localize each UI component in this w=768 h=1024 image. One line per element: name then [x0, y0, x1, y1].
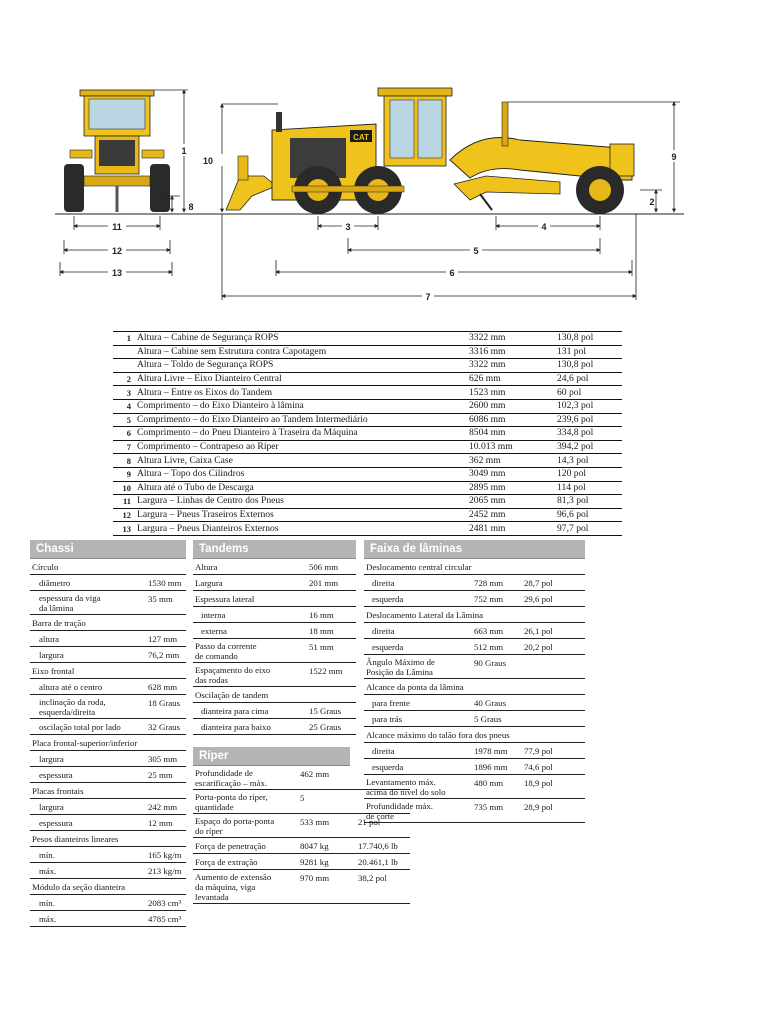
riper-value: 8047 kg [300, 841, 329, 851]
faixa-label: Profundidade máx. de corte [366, 801, 433, 821]
riper-label: Espaço do porta-ponta do ríper [195, 816, 275, 836]
dimension-pol: 24,6 pol [557, 372, 622, 386]
faixa-row [364, 575, 585, 591]
faixa-label: para trás [372, 714, 403, 724]
dimension-number: 6 [113, 427, 137, 441]
chassi-label: altura [39, 634, 60, 644]
dimension-desc: Comprimento – do Eixo Dianteiro ao Tandem Intermediário [137, 413, 469, 427]
chassi-label: máx. [39, 914, 57, 924]
faixa-value-imperial: 28,7 pol [524, 578, 553, 588]
faixa-value-imperial: 29,6 pol [524, 594, 553, 604]
dim-label-12: 12 [111, 246, 123, 256]
tandems-label: Altura [195, 562, 218, 572]
dimension-row [113, 454, 622, 468]
tandems-row [193, 559, 356, 575]
riper-value: 5 [300, 793, 305, 803]
dimension-desc: Altura – Cabine de Segurança ROPS [137, 332, 469, 346]
tandems-value: 1522 mm [309, 666, 343, 676]
dimension-number: 12 [113, 508, 137, 522]
dimension-pol: 130,8 pol [557, 359, 622, 373]
faixa-value: 728 mm [474, 578, 504, 588]
chassi-row [30, 559, 186, 575]
riper-value-imperial: 20.461,1 lb [358, 857, 398, 867]
riper-row [193, 838, 410, 854]
chassi-row [30, 631, 186, 647]
tandems-label: dianteira para cima [201, 706, 269, 716]
dimension-pol: 131 pol [557, 345, 622, 359]
dimension-pol: 81,3 pol [557, 495, 622, 509]
dimension-row [113, 386, 622, 400]
tandems-value: 16 mm [309, 610, 334, 620]
faixa-value: 512 mm [474, 642, 504, 652]
side-view-machine [226, 88, 634, 214]
dimension-mm: 2481 mm [469, 522, 557, 536]
tandems-label: interna [201, 610, 226, 620]
chassi-label: máx. [39, 866, 57, 876]
dimension-number: 9 [113, 467, 137, 481]
riper-value-imperial: 38,2 pol [358, 873, 387, 883]
faixa-row [364, 623, 585, 639]
dimension-mm: 8504 mm [469, 427, 557, 441]
chassi-row [30, 591, 186, 615]
dim-label-11: 11 [112, 222, 122, 232]
chassi-value: 628 mm [148, 682, 178, 692]
chassi-value: 35 mm [148, 594, 173, 604]
chassi-label: largura [39, 650, 64, 660]
dimension-number [113, 359, 137, 373]
chassi-value: 213 kg/m [148, 866, 182, 876]
dimension-row [113, 345, 622, 359]
chassi-label: Placa frontal-superior/inferior [32, 738, 138, 748]
tandems-row [193, 703, 356, 719]
dimension-mm: 3049 mm [469, 467, 557, 481]
chassi-label: espessura da viga da lâmina [39, 593, 101, 613]
faixa-header: Faixa de lâminas [364, 540, 585, 559]
chassi-row [30, 751, 186, 767]
tandems-row [193, 575, 356, 591]
chassi-value: 242 mm [148, 802, 178, 812]
faixa-label: Deslocamento central circular [366, 562, 472, 572]
faixa-label: Alcance máximo do talão fora dos pneus [366, 730, 510, 740]
faixa-value: 5 Graus [474, 714, 502, 724]
chassi-row [30, 647, 186, 663]
riper-row [193, 870, 410, 904]
chassi-row [30, 831, 186, 847]
faixa-label: Alcance da ponta da lâmina [366, 682, 464, 692]
chassi-row [30, 815, 186, 831]
dimension-number [113, 345, 137, 359]
faixa-label: direita [372, 626, 395, 636]
dimension-desc: Altura – Entre os Eixos do Tandem [137, 386, 469, 400]
dimension-mm: 6086 mm [469, 413, 557, 427]
tandems-row [193, 591, 356, 607]
dimension-number: 4 [113, 399, 137, 413]
tandems-row [193, 639, 356, 663]
dimension-mm: 3322 mm [469, 359, 557, 373]
tandems-value: 18 mm [309, 626, 334, 636]
dimension-number: 10 [113, 481, 137, 495]
faixa-row [364, 799, 585, 823]
tandems-header: Tandems [193, 540, 356, 559]
dimension-mm: 2895 mm [469, 481, 557, 495]
dimension-row [113, 372, 622, 386]
dimension-row [113, 332, 622, 346]
faixa-row [364, 607, 585, 623]
tandems-label: Largura [195, 578, 223, 588]
dimension-mm: 626 mm [469, 372, 557, 386]
chassi-label: inclinação da roda, esquerda/direita [39, 697, 106, 717]
dimension-row [113, 522, 622, 536]
tandems-label: Oscilação de tandem [195, 690, 269, 700]
faixa-value-imperial: 77,9 pol [524, 746, 553, 756]
chassi-row [30, 799, 186, 815]
chassi-section [30, 540, 186, 927]
faixa-label: para frente [372, 698, 410, 708]
chassi-row [30, 735, 186, 751]
cat-logo: CAT [353, 133, 369, 142]
dimension-mm: 2065 mm [469, 495, 557, 509]
dimension-row [113, 467, 622, 481]
dimension-row [113, 440, 622, 454]
dimension-row [113, 495, 622, 509]
chassi-row [30, 847, 186, 863]
riper-row [193, 854, 410, 870]
tandems-label: externa [201, 626, 227, 636]
dimension-row [113, 359, 622, 373]
riper-value: 533 mm [300, 817, 330, 827]
chassi-row [30, 695, 186, 719]
dimension-row [113, 481, 622, 495]
riper-label: Força de penetração [195, 841, 266, 851]
faixa-row [364, 655, 585, 679]
faixa-value-imperial: 18,9 pol [524, 778, 553, 788]
tandems-section [193, 540, 356, 735]
faixa-value: 735 mm [474, 802, 504, 812]
dimension-number: 1 [113, 332, 137, 346]
tandems-value: 15 Graus [309, 706, 342, 716]
faixa-label: Deslocamento Lateral da Lâmina [366, 610, 483, 620]
dim-label-13: 13 [111, 268, 123, 278]
chassi-value: 4785 cm³ [148, 914, 182, 924]
dimension-pol: 97,7 pol [557, 522, 622, 536]
tandems-label: Espaçamento do eixo das rodas [195, 665, 271, 685]
dimension-pol: 60 pol [557, 386, 622, 400]
dim-label-7: 7 [425, 292, 431, 302]
chassi-value: 165 kg/m [148, 850, 182, 860]
chassi-label: largura [39, 802, 64, 812]
dimension-number: 3 [113, 386, 137, 400]
dimension-pol: 394,2 pol [557, 440, 622, 454]
riper-label: Porta-ponta do ríper, quantidade [195, 792, 268, 812]
riper-label: Aumento de extensão da máquina, viga levantada [195, 872, 272, 902]
tandems-row [193, 719, 356, 735]
tandems-value: 51 mm [309, 642, 334, 652]
motor-grader-dimension-drawing [0, 0, 768, 320]
faixa-value: 480 mm [474, 778, 504, 788]
faixa-label: Ângulo Máximo de Posição da Lâmina [366, 657, 435, 677]
faixa-label: Levantamento máx. acima do nível do solo [366, 777, 446, 797]
tandems-row [193, 663, 356, 687]
chassi-row [30, 911, 186, 927]
chassi-value: 32 Graus [148, 722, 181, 732]
chassi-label: oscilação total por lado [39, 722, 121, 732]
dimension-desc: Altura Livre, Caixa Case [137, 454, 469, 468]
dim-label-4: 4 [541, 222, 547, 232]
dimension-row [113, 427, 622, 441]
faixa-label: esquerda [372, 762, 404, 772]
faixa-row [364, 743, 585, 759]
tandems-value: 201 mm [309, 578, 339, 588]
tandems-row [193, 623, 356, 639]
tandems-row [193, 607, 356, 623]
chassi-label: Círculo [32, 562, 59, 572]
tandems-label: Passo da corrente de comando [195, 641, 257, 661]
dimension-mm: 2600 mm [469, 399, 557, 413]
dimension-pol: 114 pol [557, 481, 622, 495]
dimension-mm: 10.013 mm [469, 440, 557, 454]
dimension-pol: 14,3 pol [557, 454, 622, 468]
front-view-machine [64, 90, 170, 212]
chassi-label: Barra de tração [32, 618, 86, 628]
faixa-value-imperial: 28,9 pol [524, 802, 553, 812]
dimension-desc: Comprimento – do Pneu Dianteiro à Traseira da Máquina [137, 427, 469, 441]
dim-label-5: 5 [473, 246, 479, 256]
chassi-value: 127 mm [148, 634, 178, 644]
dim-label-8: 8 [188, 202, 194, 212]
dimension-mm: 1523 mm [469, 386, 557, 400]
faixa-value: 1896 mm [474, 762, 508, 772]
dimension-number: 5 [113, 413, 137, 427]
faixa-label: esquerda [372, 594, 404, 604]
riper-header: Ríper [193, 747, 350, 766]
faixa-value: 752 mm [474, 594, 504, 604]
chassi-label: diâmetro [39, 578, 71, 588]
chassi-label: espessura [39, 818, 73, 828]
faixa-row [364, 679, 585, 695]
chassi-row [30, 863, 186, 879]
dimension-pol: 120 pol [557, 467, 622, 481]
dimension-pol: 239,6 pol [557, 413, 622, 427]
chassi-value: 2083 cm³ [148, 898, 182, 908]
dimension-pol: 334,8 pol [557, 427, 622, 441]
dimension-mm: 3316 mm [469, 345, 557, 359]
dimensions-table [113, 331, 622, 536]
tandems-value: 25 Graus [309, 722, 342, 732]
faixa-value-imperial: 20,2 pol [524, 642, 553, 652]
faixa-row [364, 727, 585, 743]
dimension-desc: Largura – Pneus Traseiros Externos [137, 508, 469, 522]
chassi-row [30, 895, 186, 911]
chassi-label: Placas frontais [32, 786, 84, 796]
chassi-row [30, 663, 186, 679]
chassi-row [30, 783, 186, 799]
faixa-row [364, 759, 585, 775]
dimension-desc: Comprimento – do Eixo Dianteiro à lâmina [137, 399, 469, 413]
dimension-mm: 2452 mm [469, 508, 557, 522]
faixa-row [364, 695, 585, 711]
faixa-row [364, 591, 585, 607]
dimension-desc: Altura Livre – Eixo Dianteiro Central [137, 372, 469, 386]
dimension-number: 7 [113, 440, 137, 454]
faixa-label: esquerda [372, 642, 404, 652]
faixa-row [364, 711, 585, 727]
dimension-desc: Comprimento – Contrapeso ao Ríper [137, 440, 469, 454]
dim-label-9: 9 [671, 152, 677, 162]
tandems-label: dianteira para baixo [201, 722, 271, 732]
chassi-label: largura [39, 754, 64, 764]
chassi-row [30, 615, 186, 631]
tandems-value: 506 mm [309, 562, 339, 572]
dimension-number: 13 [113, 522, 137, 536]
dim-label-1: 1 [181, 146, 187, 156]
chassi-row [30, 719, 186, 735]
faixa-value-imperial: 74,6 pol [524, 762, 553, 772]
dimension-number: 8 [113, 454, 137, 468]
riper-value: 970 mm [300, 873, 330, 883]
dimension-desc: Altura – Cabine sem Estrutura contra Capotagem [137, 345, 469, 359]
chassi-label: mín. [39, 898, 55, 908]
dim-label-10: 10 [202, 156, 214, 166]
riper-value-imperial: 17.740,6 lb [358, 841, 398, 851]
chassi-label: Módulo da seção dianteira [32, 882, 126, 892]
chassi-value: 25 mm [148, 770, 173, 780]
chassi-row [30, 879, 186, 895]
chassi-header: Chassi [30, 540, 186, 559]
dimension-row [113, 413, 622, 427]
faixa-value: 663 mm [474, 626, 504, 636]
dimension-desc: Largura – Pneus Dianteiros Externos [137, 522, 469, 536]
faixa-de-laminas-section [364, 540, 585, 823]
faixa-row [364, 775, 585, 799]
dimension-desc: Largura – Linhas de Centro dos Pneus [137, 495, 469, 509]
riper-label: Profundidade de escarificação – máx. [195, 768, 268, 788]
chassi-label: espessura [39, 770, 73, 780]
chassi-row [30, 575, 186, 591]
riper-value: 462 mm [300, 769, 330, 779]
chassi-value: 18 Graus [148, 698, 181, 708]
dimension-pol: 102,3 pol [557, 399, 622, 413]
dimension-pol: 130,8 pol [557, 332, 622, 346]
dimension-pol: 96,6 pol [557, 508, 622, 522]
chassi-label: mín. [39, 850, 55, 860]
chassi-value: 76,2 mm [148, 650, 180, 660]
chassi-value: 1530 mm [148, 578, 182, 588]
dim-label-3: 3 [345, 222, 351, 232]
dimension-number: 2 [113, 372, 137, 386]
chassi-row [30, 767, 186, 783]
faixa-value: 1978 mm [474, 746, 508, 756]
faixa-label: direita [372, 746, 395, 756]
faixa-row [364, 559, 585, 575]
chassi-label: altura até o centro [39, 682, 103, 692]
chassi-value: 12 mm [148, 818, 173, 828]
tandems-row [193, 687, 356, 703]
faixa-value: 40 Graus [474, 698, 507, 708]
chassi-row [30, 679, 186, 695]
faixa-value: 90 Graus [474, 658, 507, 668]
chassi-value: 305 mm [148, 754, 178, 764]
dimension-desc: Altura – Toldo de Segurança ROPS [137, 359, 469, 373]
dimension-number: 11 [113, 495, 137, 509]
dimension-mm: 362 mm [469, 454, 557, 468]
dimension-row [113, 508, 622, 522]
dimension-desc: Altura até o Tubo de Descarga [137, 481, 469, 495]
dim-label-2: 2 [649, 197, 655, 207]
dim-label-6: 6 [449, 268, 455, 278]
dimension-desc: Altura – Topo dos Cilindros [137, 467, 469, 481]
dimension-row [113, 399, 622, 413]
riper-label: Força de extração [195, 857, 258, 867]
faixa-value-imperial: 26,1 pol [524, 626, 553, 636]
chassi-label: Eixo frontal [32, 666, 75, 676]
chassi-label: Pesos dianteiros lineares [32, 834, 119, 844]
tandems-label: Espessura lateral [195, 594, 255, 604]
faixa-label: direita [372, 578, 395, 588]
riper-value-imperial: 21 pol [358, 817, 381, 827]
faixa-row [364, 639, 585, 655]
dimension-mm: 3322 mm [469, 332, 557, 346]
riper-value: 9281 kg [300, 857, 329, 867]
